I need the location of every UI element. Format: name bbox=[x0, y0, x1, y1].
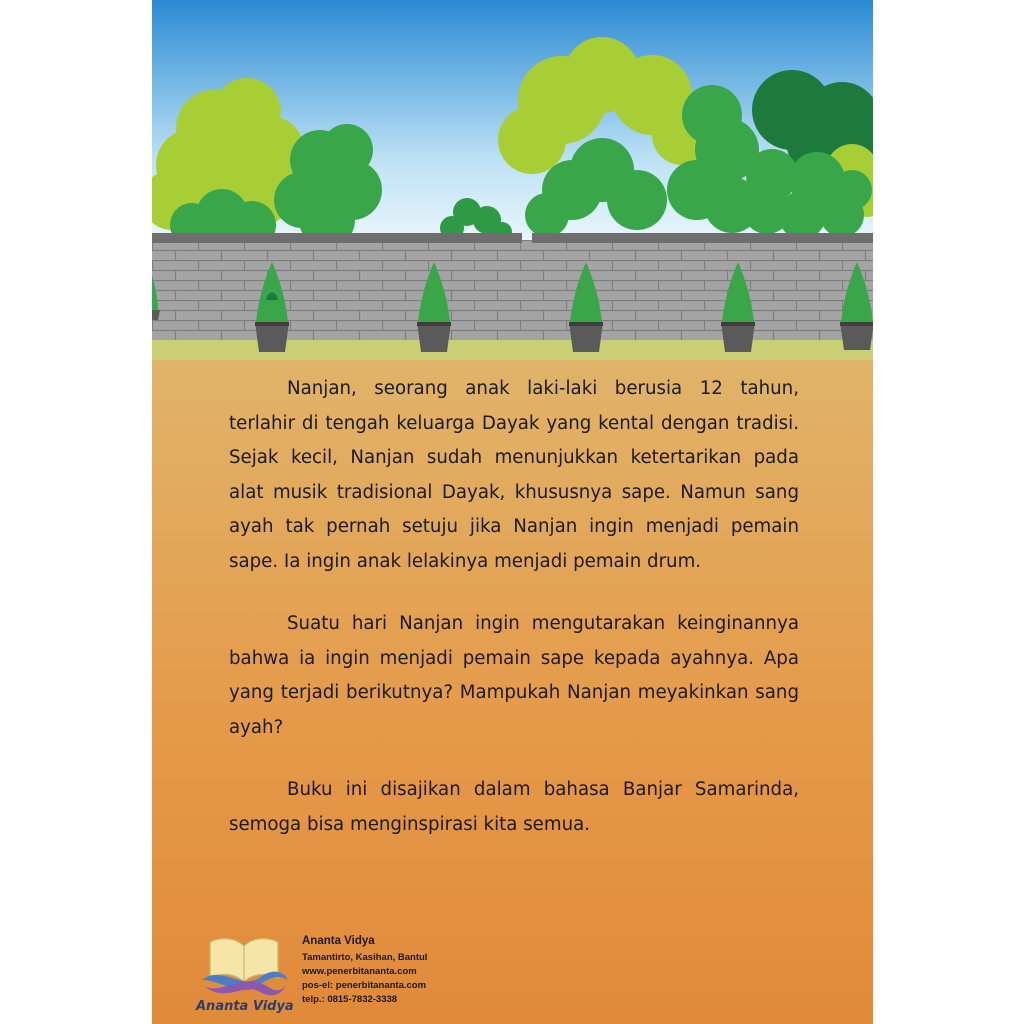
publisher-details bbox=[302, 934, 427, 1007]
publisher-address: Tamantirto, Kasihan, Bantul bbox=[302, 952, 428, 963]
back-cover-blurb bbox=[229, 372, 799, 870]
back-cover bbox=[152, 0, 873, 1024]
publisher-block bbox=[192, 934, 492, 1014]
blurb-paragraph: Buku ini disajikan dalam bahasa Banjar Samarinda, semoga bisa menginspirasi kita semua. bbox=[229, 779, 799, 835]
open-book-logo-icon bbox=[192, 934, 296, 1014]
publisher-phone: telp.: 0815-7832-3338 bbox=[302, 994, 398, 1005]
blurb-paragraph: Nanjan, seorang anak laki-laki berusia 12 tahun, terlahir di tengah keluarga Dayak yang kental dengan tradisi. Sejak kecil, Nanjan sudah menunjukkan ketertarikan pada alat musik tradisional Dayak, khususnya sape. Namun sang ayah tak pernah setuju jika Nanjan ingin menjadi pemain sape. Ia ingin anak lelakinya menjadi pemain drum. bbox=[229, 378, 799, 572]
garden-illustration bbox=[152, 0, 873, 360]
publisher-name: Ananta Vidya bbox=[302, 935, 375, 947]
publisher-website: www.penerbitananta.com bbox=[302, 966, 417, 977]
publisher-email: pos-el: penerbitananta.com bbox=[302, 980, 427, 991]
blurb-paragraph: Suatu hari Nanjan ingin mengutarakan keinginannya bahwa ia ingin menjadi pemain sape kepada ayahnya. Apa yang terjadi berikutnya? Mampukah Nanjan meyakinkan sang ayah? bbox=[229, 613, 799, 738]
logo-wordmark: Ananta Vidya bbox=[196, 999, 294, 1014]
